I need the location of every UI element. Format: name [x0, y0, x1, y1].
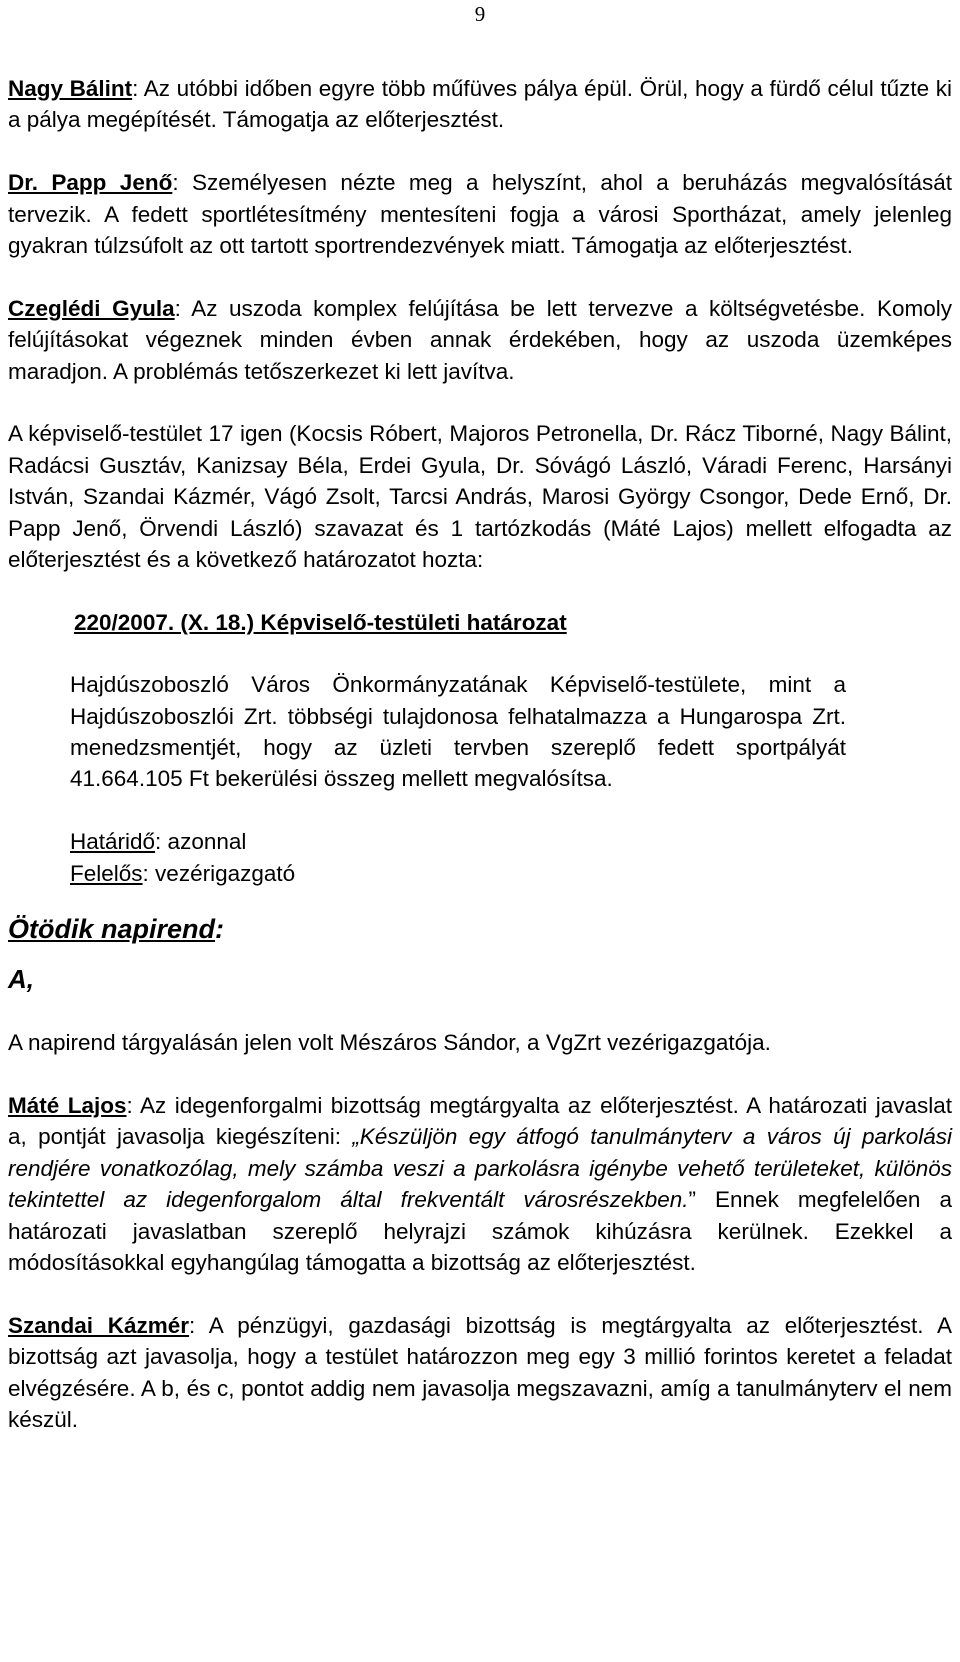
- presence-paragraph: A napirend tárgyalásán jelen volt Mészáros Sándor, a VgZrt vezérigazgatója.: [8, 1030, 771, 1056]
- speech-paragraph: [8, 293, 952, 387]
- speech-paragraph: [8, 1310, 952, 1436]
- resolution-responsible: [70, 858, 952, 889]
- resolution-body: Hajdúszoboszló Város Önkormányzatának Képviselő-testülete, mint a Hajdúszoboszlói Zrt. többségi tulajdonosa felhatalmazza a Hungarospa Zrt. menedzsmentjét, hogy az üzleti tervben szereplő fedett sportpályát 41.664.105 Ft bekerülési összeg mellett megvalósítsa.: [70, 672, 846, 792]
- deadline-value: : azonnal: [155, 829, 247, 855]
- resolution-title: 220/2007. (X. 18.) Képviselő-testületi határozat: [74, 609, 567, 635]
- speech-text: : Az utóbbi időben egyre több műfüves pálya épül. Örül, hogy a fürdő célul tűzte ki a pálya megépítését. Támogatja az előterjesztést.: [8, 76, 952, 133]
- speaker-name: Czeglédi Gyula: [8, 295, 175, 321]
- speech-paragraph: [8, 73, 952, 136]
- proposal-quote: „Készüljön egy átfogó tanulmányterv a város új parkolási rendjére vonatkozólag, mely számba veszi a parkolásra igénybe vehető területeket, különös tekintettel az idegenforgalom által frekventált városrészekben.: [8, 1124, 952, 1213]
- section-heading-colon: :: [215, 914, 225, 945]
- speech-text: : Személyesen nézte meg a helyszínt, ahol a beruházás megvalósítását tervezik. A fedett sportlétesítmény mentesíteni fogja a városi Sportházat, amely jelenleg gyakran túlzsúfolt az ott tartott sportrendezvények miatt. Támogatja az előterjesztést.: [8, 170, 952, 259]
- speaker-name: Nagy Bálint: [8, 76, 133, 101]
- page-content: [8, 73, 952, 1435]
- responsible-value: : vezérigazgató: [142, 860, 296, 886]
- speech-paragraph: [8, 167, 952, 261]
- speaker-name: Dr. Papp Jenő: [8, 170, 173, 196]
- vote-paragraph: A képviselő-testület 17 igen (Kocsis Róbert, Majoros Petronella, Dr. Rácz Tiborné, Nagy Bálint, Radácsi Gusztáv, Kanizsay Béla, Erdei Gyula, Dr. Sóvágó László, Váradi Ferenc, Harsányi István, Szandai Kázmér, Vágó Zsolt, Tarcsi András, Marosi György Csongor, Dede Ernő, Dr. Papp Jenő, Örvendi László) szavazat és 1 tartózkodás (Máté Lajos) mellett elfogadta az előterjesztést és a következő határozatot hozta:: [8, 421, 952, 573]
- speech-text: : Az uszoda komplex felújítása be lett tervezve a költségvetésbe. Komoly felújításokat végeznek minden évben annak érdekében, hogy az uszoda üzemképes maradjon. A problémás tetőszerkezet ki lett javítva.: [8, 295, 952, 384]
- speaker-name: Szandai Kázmér: [8, 1312, 190, 1338]
- speech-text: ” Ennek megfelelően a határozati javaslatban szereplő helyrajzi számok kihúzásra kerülnek. Ezekkel a módosításokkal egyhangúlag támogatta a bizottság az előterjesztést.: [8, 1187, 952, 1275]
- resolution-deadline: [70, 826, 952, 857]
- page-number: 9: [474, 2, 486, 26]
- deadline-label: Határidő: [70, 829, 156, 855]
- section-heading: [8, 911, 952, 947]
- section-heading-text: Ötödik napirend: [8, 914, 216, 945]
- speech-text: : Az idegenforgalmi bizottság megtárgyalta az előterjesztést. A határozati javaslat a, pontját javasolja kiegészíteni:: [8, 1092, 952, 1150]
- speech-text: : A pénzügyi, gazdasági bizottság is megtárgyalta az előterjesztést. A bizottság azt javasolja, hogy a testület határozzon meg egy 3 millió forintos keretet a feladat elvégzésére. A b, és c, pontot addig nem javasolja megszavazni, amíg a tanulmányterv el nem készül.: [8, 1312, 952, 1432]
- speaker-name: Máté Lajos: [8, 1092, 127, 1118]
- responsible-label: Felelős: [70, 860, 143, 886]
- subsection-label: A,: [8, 964, 34, 995]
- speech-paragraph: [8, 1090, 952, 1278]
